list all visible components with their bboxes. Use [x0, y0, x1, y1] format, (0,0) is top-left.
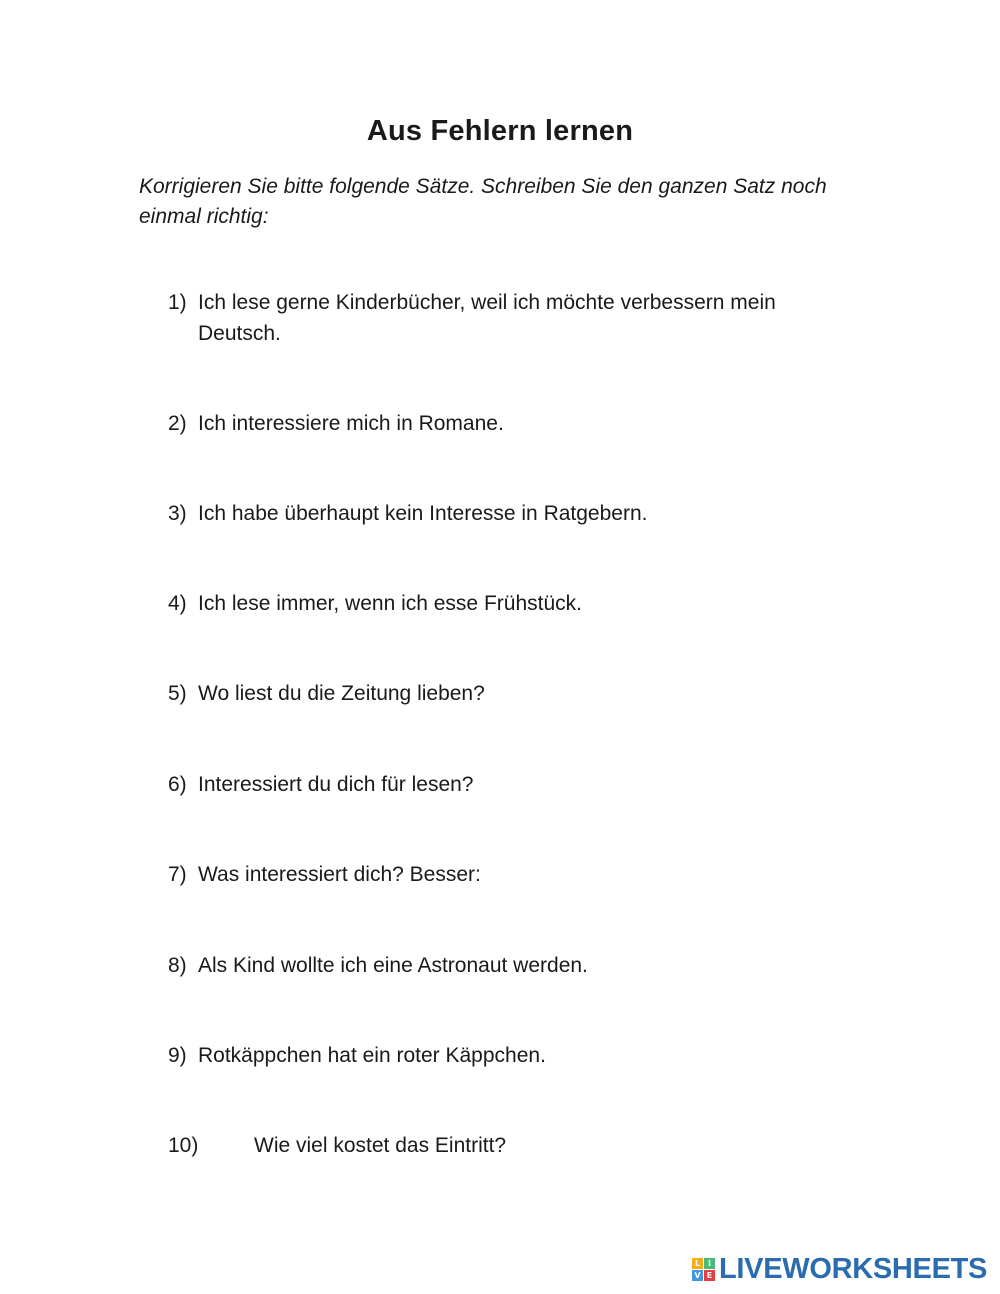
logo-square-l: L — [692, 1258, 703, 1269]
exercise-item-9 — [168, 1040, 828, 1071]
item-sentence: Wo liest du die Zeitung lieben? — [198, 682, 485, 705]
item-number: 2) — [168, 412, 187, 435]
page-title: Aus Fehlern lernen — [366, 115, 634, 147]
exercise-item-5 — [168, 678, 828, 709]
item-number: 6) — [168, 773, 187, 796]
item-sentence: Rotkäppchen hat ein roter Käppchen. — [198, 1044, 546, 1067]
item-sentence: Ich lese gerne Kinderbücher, weil ich möchte verbessern mein Deutsch. — [198, 291, 776, 345]
item-number: 5) — [168, 682, 187, 705]
item-sentence: Ich habe überhaupt kein Interesse in Ratgebern. — [198, 502, 648, 525]
exercise-item-3 — [168, 498, 828, 529]
instruction-text: Korrigieren Sie bitte folgende Sätze. Schreiben Sie den ganzen Satz noch einmal richtig: — [139, 175, 827, 228]
logo-square-v: V — [692, 1270, 703, 1281]
exercise-item-10 — [168, 1130, 828, 1161]
logo-square-i: I — [704, 1258, 715, 1269]
liveworksheets-logo — [692, 1254, 987, 1284]
item-sentence: Ich lese immer, wenn ich esse Frühstück. — [198, 592, 582, 615]
item-number: 10) — [168, 1134, 199, 1157]
logo-square-e: E — [704, 1270, 715, 1281]
exercise-item-2 — [168, 408, 828, 439]
exercise-item-7 — [168, 859, 828, 890]
exercise-item-6 — [168, 769, 828, 800]
item-number: 3) — [168, 502, 187, 525]
item-number: 9) — [168, 1044, 187, 1067]
logo-text: LIVEWORKSHEETS — [719, 1252, 988, 1285]
logo-icon — [692, 1258, 715, 1281]
item-sentence: Ich interessiere mich in Romane. — [198, 412, 504, 435]
item-sentence: Wie viel kostet das Eintritt? — [254, 1134, 507, 1157]
exercise-item-4 — [168, 588, 828, 619]
item-number: 1) — [168, 291, 187, 314]
exercise-item-1 — [168, 287, 828, 349]
item-sentence: Als Kind wollte ich eine Astronaut werden. — [198, 954, 588, 977]
item-sentence: Was interessiert dich? Besser: — [198, 863, 481, 886]
item-number: 8) — [168, 954, 187, 977]
item-sentence: Interessiert du dich für lesen? — [198, 773, 474, 796]
exercise-item-8 — [168, 950, 828, 981]
item-number: 4) — [168, 592, 187, 615]
item-number: 7) — [168, 863, 187, 886]
